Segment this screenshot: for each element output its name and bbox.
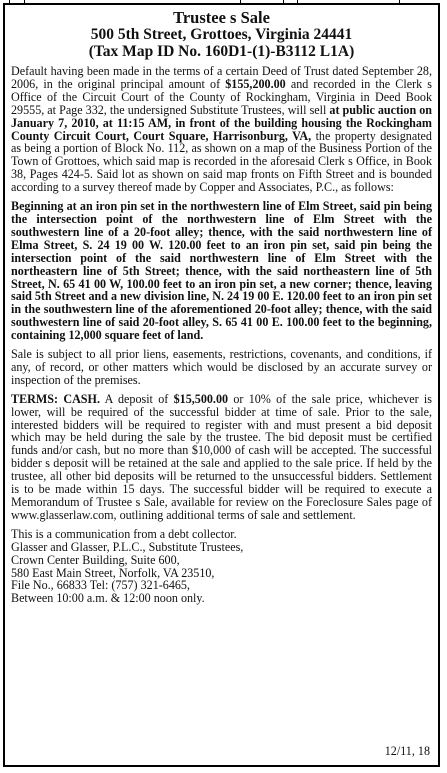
property-address: 500 5th Street, Grottoes, Virginia 24441 [90, 26, 353, 43]
notice-header [11, 9, 432, 60]
subject-to-paragraph: Sale is subject to all prior liens, easements, restrictions, covenants, and conditions, if any, of record, or other matters which would be disclosed by an accurate survey or inspection of the premises. [11, 347, 432, 387]
legal-notice [3, 3, 440, 767]
terms-text-2: or 10% of the sale price, whichever is lower, will be required of the successful bidder at time of sale. Prior to the sale, interested bidders will be required to register with and must present a bid deposit which may be held during the sale by the trustee. The bid deposit must be certified funds and/or cash, but no more than $10,000 of cash will be accepted. The successful bidder s deposit will be retained at the sale and applied to the sale price. If held by the trustee, all other bid deposits will be returned to the unsuccessful bidders. Settlement is to be made within 15 days. The successful bidder will be required to execute a Memorandum of Trustee s Sale, available for review on the Foreclosure Sales page of www.glasserlaw.com, outlining additional terms of sale and settlement. [11, 391, 432, 522]
tax-map-id: (Tax Map ID No. 160D1-(1)-B3112 L1A) [88, 43, 355, 60]
contact-line: File No., 66833 Tel: (757) 321-6465, [11, 578, 190, 593]
deposit-amount: $15,500.00 [173, 391, 229, 406]
contact-line: 580 East Main Street, Norfolk, VA 23510, [11, 565, 215, 580]
default-paragraph [11, 65, 432, 194]
contact-line: This is a communication from a debt collector. [11, 526, 237, 541]
auction-details: at public auction on January 7, 2010, at 11:15 AM, in front of the building housing the Rockingham County Circuit Court, Court Square, Harrisonburg, VA, [11, 102, 432, 143]
default-text-1: Default having been made in the terms of a certain Deed of Trust dated September 28, 2006, in the original principal amount of [11, 64, 432, 91]
terms-lead: TERMS: CASH. [11, 391, 100, 406]
terms-text-1: A deposit of [99, 391, 174, 406]
publication-date: 12/11, 18 [384, 744, 430, 758]
contact-line: Between 10:00 a.m. & 12:00 noon only. [11, 591, 205, 606]
notice-title: Trustee s Sale [173, 8, 270, 27]
terms-paragraph [11, 393, 432, 522]
principal-amount: $155,200.00 [225, 76, 286, 91]
contact-line: Glasser and Glasser, P.L.C., Substitute Trustees, [11, 539, 244, 554]
contact-block [11, 528, 432, 605]
default-text-2: and recorded in the Clerk s Office of the Circuit Court of the County of Rockingham, Virginia in Deed Book 29555, at Page 332, the undersigned Substitute Trustees, will sell [11, 76, 432, 117]
property-description: Beginning at an iron pin set in the northwestern line of Elm Street, said pin being the intersection point of the northwestern line of Elm Street with the southwestern line of a 20-foot alley; thence, with the said northwestern line of Elma Street, S. 24 19 00 W. 120.00 feet to an iron pin set, said pin being the intersection point of the said northwestern line of Elm Street with the northeastern line of 5th Street; thence, with the said northeastern line of 5th Street, N. 65 41 00 W, 100.00 feet to an iron pin set, a new corner; thence, leaving said 5th Street and a new division line, N. 24 19 00 E. 120.00 feet to an iron pin set in the southwestern line of the aforementioned 20-foot alley; thence, with the said southwestern line of said 20-foot alley, S. 65 41 00 E. 100.00 feet to the beginning, containing 12,000 square feet of land. [11, 199, 432, 343]
default-text-3: the property designated as being a portion of Block No. 112, as shown on a map of the Business Portion of the Town of Grottoes, which said map is recorded in the aforesaid Clerk s Office, in Book 38, Pages 424-5. Said lot as shown on said map fronts on Fifth Street and is bounded according to a survey thereof made by Copper and Associates, P.C., as follows: [11, 128, 432, 195]
contact-line: Crown Center Building, Suite 600, [11, 552, 180, 567]
